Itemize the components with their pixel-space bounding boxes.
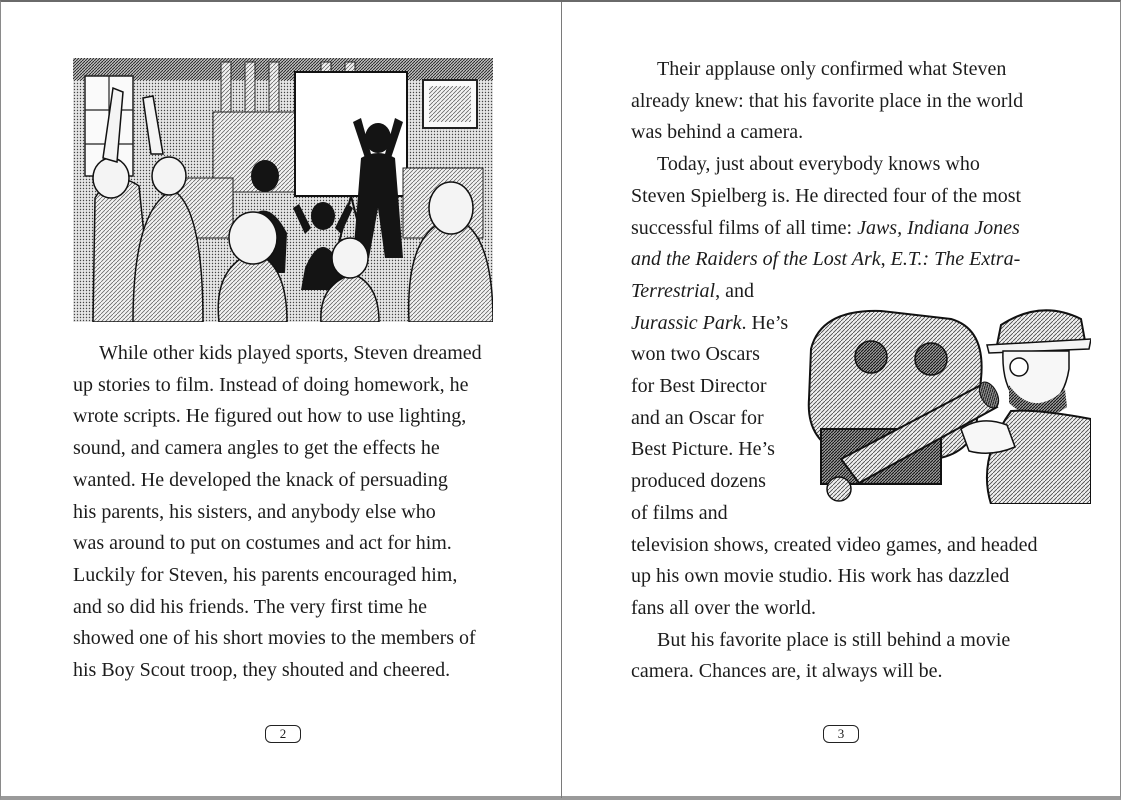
text-line: television shows, created video games, and headed bbox=[631, 533, 1038, 556]
text-line: fans all over the world. bbox=[631, 596, 816, 619]
text-line: for Best Director bbox=[631, 375, 767, 398]
film-title: and the Raiders of the Lost Ark bbox=[631, 248, 881, 271]
text-run: . He’s bbox=[741, 311, 789, 334]
text-line: was around to put on costumes and act for him. bbox=[73, 532, 452, 555]
text-line: was behind a camera. bbox=[631, 121, 804, 144]
text-line: up his own movie studio. His work has dazzled bbox=[631, 565, 1010, 588]
text-line: produced dozens bbox=[631, 470, 766, 493]
left-page-paragraph bbox=[73, 338, 503, 687]
film-title: E.T.: The Extra- bbox=[890, 248, 1021, 271]
text-line: Luckily for Steven, his parents encouraged him, bbox=[73, 563, 458, 586]
text-line: wanted. He developed the knack of persuading bbox=[73, 468, 448, 491]
film-title: Terrestrial bbox=[631, 279, 716, 302]
text-line bbox=[631, 244, 1071, 276]
text-line: and an Oscar for bbox=[631, 406, 764, 429]
text-line: his parents, his sisters, and anybody else who bbox=[73, 500, 436, 523]
text-line: already knew: that his favorite place in the world bbox=[631, 89, 1024, 112]
text-line bbox=[631, 276, 1071, 308]
text-line: and so did his friends. The very first time he bbox=[73, 595, 428, 618]
text-line bbox=[631, 308, 1071, 340]
text-line: But his favorite place is still behind a movie bbox=[657, 628, 1011, 651]
left-page bbox=[1, 2, 561, 798]
text-line: wrote scripts. He figured out how to use lighting, bbox=[73, 405, 467, 428]
text-line: Best Picture. He’s bbox=[631, 438, 775, 461]
text-line: Steven Spielberg is. He directed four of the most bbox=[631, 184, 1022, 207]
film-title: Jaws, Indiana Jones bbox=[857, 216, 1020, 239]
film-title: Jurassic Park bbox=[631, 311, 742, 334]
text-line: camera. Chances are, it always will be. bbox=[631, 660, 943, 683]
text-line: of films and bbox=[631, 501, 728, 524]
scout-troop-illustration bbox=[73, 58, 493, 322]
text-run: , bbox=[880, 248, 891, 271]
text-run: successful films of all time: bbox=[631, 216, 858, 239]
text-line: While other kids played sports, Steven dreamed bbox=[99, 342, 482, 364]
text-line bbox=[631, 213, 1071, 245]
right-page-text bbox=[631, 54, 1071, 688]
text-line: won two Oscars bbox=[631, 343, 760, 366]
text-run: , and bbox=[715, 279, 754, 302]
text-line: Today, just about everybody knows who bbox=[657, 153, 980, 176]
text-line: up stories to film. Instead of doing homework, he bbox=[73, 373, 469, 396]
right-page bbox=[562, 2, 1121, 798]
text-line: sound, and camera angles to get the effects he bbox=[73, 437, 440, 460]
page-number: 3 bbox=[823, 725, 859, 743]
text-line: his Boy Scout troop, they shouted and cheered. bbox=[73, 659, 451, 682]
text-line: showed one of his short movies to the members of bbox=[73, 627, 476, 650]
page-number: 2 bbox=[265, 725, 301, 743]
text-line: Their applause only confirmed what Steven bbox=[657, 58, 1007, 80]
